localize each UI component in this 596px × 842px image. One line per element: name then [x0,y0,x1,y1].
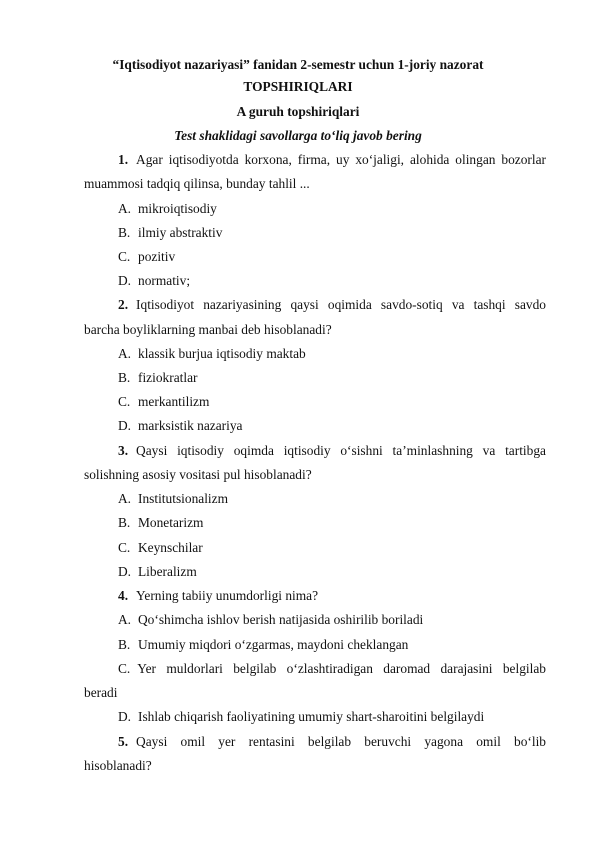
question-number: 5. [118,734,129,749]
option-3b [118,515,203,531]
question-text-continuation: muammosi tadqiq qilinsa, bunday tahlil ... [84,176,310,191]
option-letter: A. [118,612,132,627]
question-number: 2. [118,297,129,312]
option-letter: D. [118,273,132,288]
question-text: Yerning tabiiy unumdorligi nima? [136,588,319,603]
option-letter: D. [118,418,132,433]
option-1d [118,273,190,289]
option-letter: B. [118,225,131,240]
question-number: 1. [118,152,129,167]
option-text: klassik burjua iqtisodiy maktab [138,346,306,361]
option-letter: D. [118,564,132,579]
question-text: Qaysi iqtisodiy oqimda iqtisodiy o‘sishni ta’minlashning va tartibga [136,443,546,458]
option-text: marksistik nazariya [138,418,243,433]
option-2c [118,394,209,410]
option-text: Qo‘shimcha ishlov berish natijasida oshirilib boriladi [138,612,424,627]
option-letter: B. [118,637,131,652]
question-text-continuation: hisoblanadi? [84,758,152,773]
option-text-continuation: beradi [84,685,118,700]
option-text: Liberalizm [138,564,197,579]
question-number: 4. [118,588,129,603]
option-text: Umumiy miqdori o‘zgarmas, maydoni cheklangan [138,637,409,652]
option-4a [118,612,423,628]
option-letter: C. [118,394,131,409]
question-4 [118,588,318,604]
option-letter: A. [118,201,132,216]
group-heading: A guruh topshiriqlari [236,104,360,119]
option-4d [118,709,484,725]
option-letter: B. [118,370,131,385]
question-text: Qaysi omil yer rentasini belgilab beruvchi yagona omil bo‘lib [136,734,546,749]
question-number: 3. [118,443,129,458]
option-letter: B. [118,515,131,530]
option-text: Ishlab chiqarish faoliyatining umumiy shart-sharoitini belgilaydi [138,709,485,724]
document-title: “Iqtisodiyot nazariyasi” fanidan 2-semestr uchun 1-joriy nazorat [112,57,484,72]
question-5 [118,734,546,750]
option-text: ilmiy abstraktiv [138,225,223,240]
option-letter: C. [118,249,131,264]
option-letter: C. [118,661,131,676]
question-2 [118,297,546,313]
instruction: Test shaklidagi savollarga to‘liq javob bering [174,128,422,143]
option-text: merkantilizm [138,394,210,409]
option-text: fiziokratlar [138,370,198,385]
option-2b [118,370,197,386]
option-4b [118,637,408,653]
option-text: normativ; [138,273,191,288]
question-1 [118,152,546,168]
option-text: Yer muldorlari belgilab o‘zlashtiradigan daromad darajasini belgilab [137,661,546,676]
option-text: Monetarizm [138,515,204,530]
question-3 [118,443,546,459]
option-text: mikroiqtisodiy [138,201,217,216]
option-letter: C. [118,540,131,555]
option-text: pozitiv [138,249,176,264]
question-text: Iqtisodiyot nazariyasining qaysi oqimida savdo-sotiq va tashqi savdo [136,297,546,312]
question-text: Agar iqtisodiyotda korxona, firma, uy xo‘jaligi, alohida olingan bozorlar [136,152,546,167]
option-letter: A. [118,346,132,361]
option-text: Institutsionalizm [138,491,229,506]
question-text-continuation: solishning asosiy vositasi pul hisoblanadi? [84,467,312,482]
option-letter: A. [118,491,132,506]
document-subtitle: TOPSHIRIQLARI [243,79,353,94]
option-3a [118,491,228,507]
question-text-continuation: barcha boyliklarning manbai deb hisoblanadi? [84,322,332,337]
option-1a [118,201,217,217]
option-1b [118,225,222,241]
option-text: Keynschilar [138,540,203,555]
option-3c [118,540,203,556]
option-1c [118,249,175,265]
option-2a [118,346,306,362]
option-3d [118,564,197,580]
option-letter: D. [118,709,132,724]
option-2d [118,418,242,434]
option-4c [118,661,546,677]
